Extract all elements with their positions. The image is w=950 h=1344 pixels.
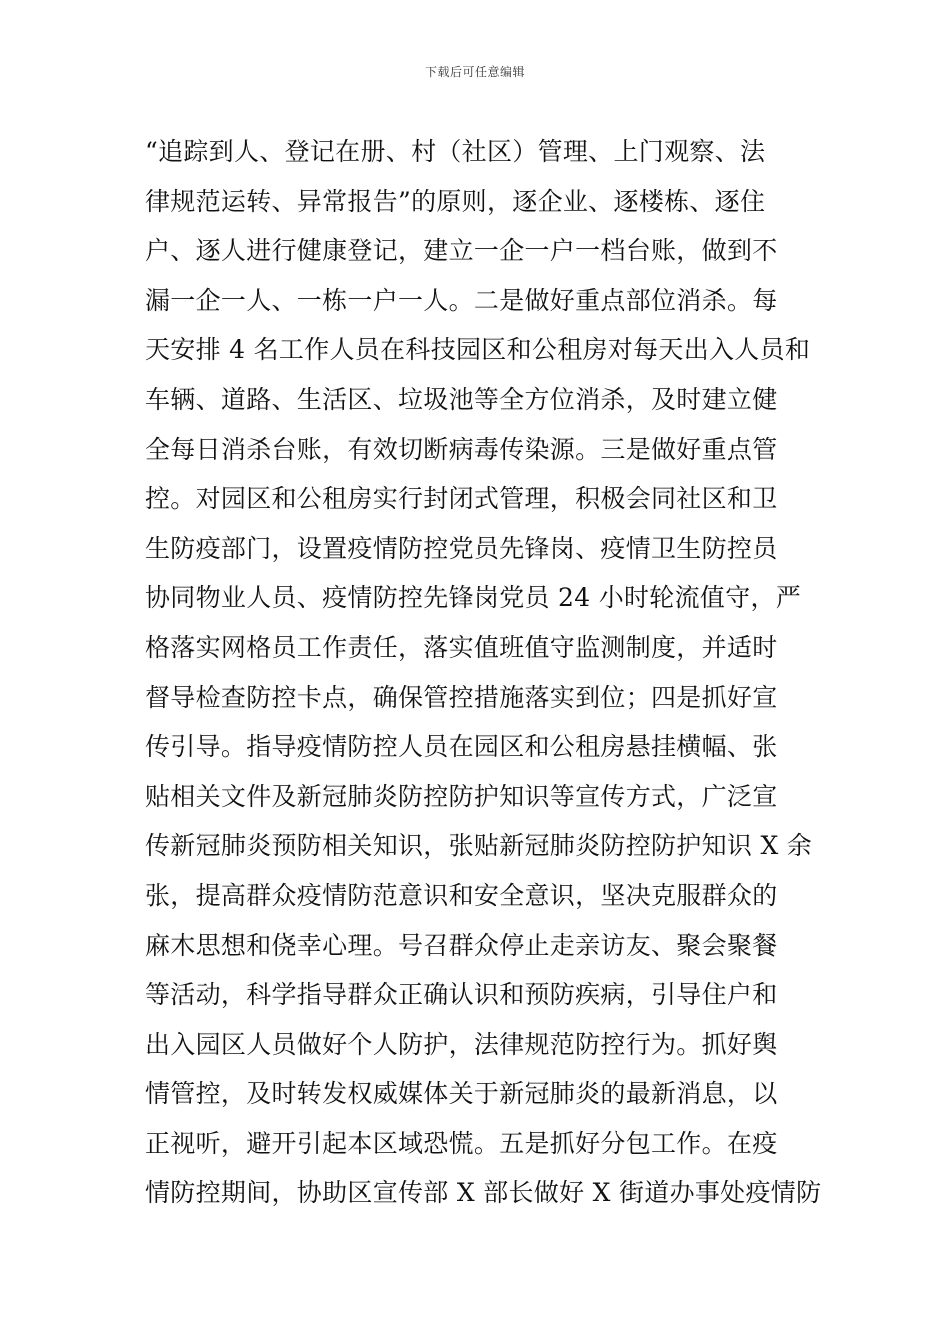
body-line: 出入园区人员做好个人防护，法律规范防控行为。抓好舆	[145, 1029, 778, 1059]
body-line: 督导检查防控卡点，确保管控措施落实到位；四是抓好宣	[145, 682, 778, 712]
body-line: 户、逐人进行健康登记，建立一企一户一档台账，做到不	[145, 236, 778, 266]
page-header: 下载后可任意编辑	[424, 65, 525, 79]
body-line: 生防疫部门，设置疫情防控党员先锋岗、疫情卫生防控员	[145, 533, 778, 563]
document-body	[145, 127, 822, 1218]
body-line: “追踪到人、登记在册、村（社区）管理、上门观察、法	[145, 137, 766, 166]
body-line: 天安排 4 名工作人员在科技园区和公租房对每天出入人员和	[145, 335, 811, 365]
body-line: 车辆、道路、生活区、垃圾池等全方位消杀，及时建立健	[145, 384, 778, 414]
body-line: 协同物业人员、疫情防控先锋岗党员 24 小时轮流值守，严	[145, 583, 802, 613]
body-line: 正视听，避开引起本区域恐慌。五是抓好分包工作。在疫	[145, 1128, 778, 1158]
body-line: 传引导。指导疫情防控人员在园区和公租房悬挂横幅、张	[145, 732, 778, 762]
body-line: 格落实网格员工作责任，落实值班值守监测制度，并适时	[145, 632, 778, 662]
body-line: 漏一企一人、一栋一户一人。二是做好重点部位消杀。每	[145, 285, 778, 315]
body-line: 贴相关文件及新冠肺炎防控防护知识等宣传方式，广泛宣	[145, 781, 778, 811]
body-line: 张，提高群众疫情防范意识和安全意识，坚决克服群众的	[145, 880, 778, 910]
body-line: 情管控，及时转发权威媒体关于新冠肺炎的最新消息，以	[145, 1079, 778, 1109]
body-line: 传新冠肺炎预防相关知识，张贴新冠肺炎防控防护知识 X 余	[145, 831, 813, 861]
body-line: 控。对园区和公租房实行封闭式管理，积极会同社区和卫	[145, 484, 778, 514]
body-line: 全每日消杀台账，有效切断病毒传染源。三是做好重点管	[145, 434, 778, 464]
body-line: 等活动，科学指导群众正确认识和预防疾病，引导住户和	[145, 980, 778, 1010]
body-line: 律规范运转、异常报告”的原则，逐企业、逐楼栋、逐住	[145, 186, 766, 216]
body-line: 麻木思想和侥幸心理。号召群众停止走亲访友、聚会聚餐	[145, 930, 778, 960]
body-line: 情防控期间，协助区宣传部 X 部长做好 X 街道办事处疫情防	[145, 1178, 822, 1208]
